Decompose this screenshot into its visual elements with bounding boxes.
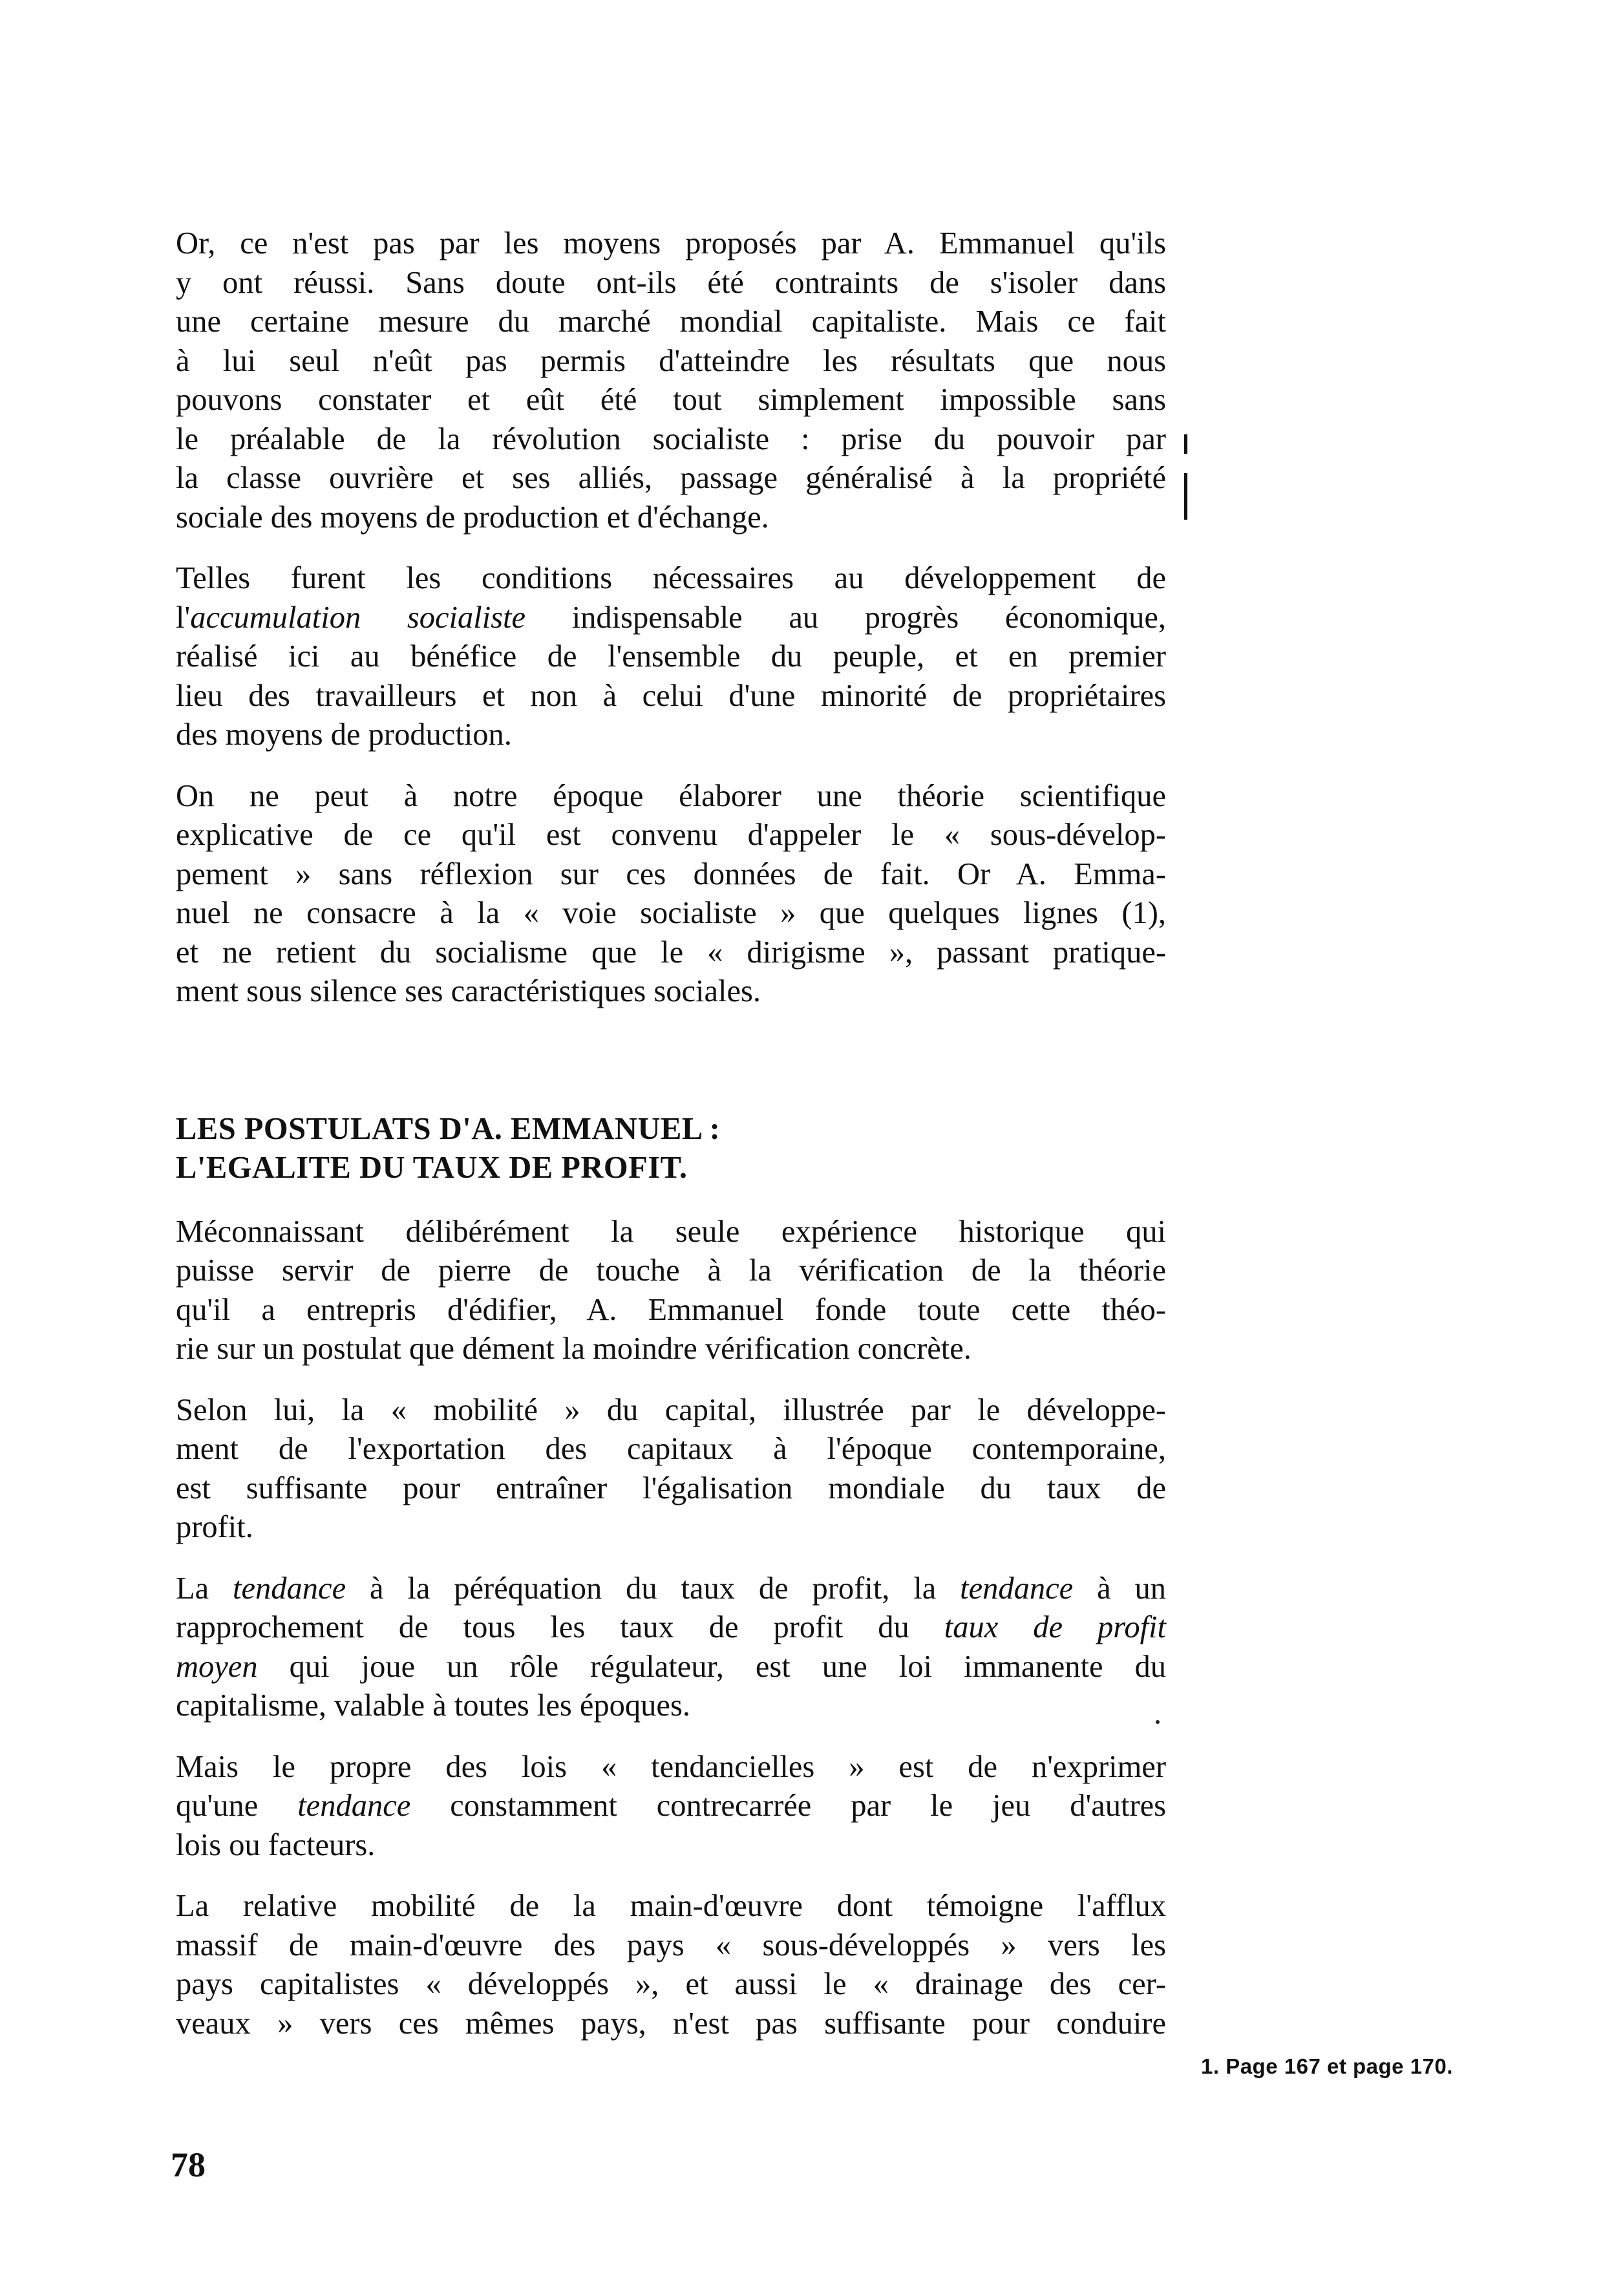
text-line: explicative de ce qu'il est convenu d'appeler le « sous-dévelop- [176,818,1166,852]
paragraph [176,1569,1166,1726]
italic-text: taux de profit [944,1610,1167,1644]
text-line: rie sur un postulat que dément la moindre vérification concrète. [176,1332,971,1366]
text-line: Telles furent les conditions nécessaires au développement de [176,561,1166,595]
text-line: le préalable de la révolution socialiste : prise du pouvoir par [176,421,1166,456]
text-line: massif de main-d'œuvre des pays « sous-développés » vers les [176,1928,1166,1962]
text-line: Mais le propre des lois « tendancielles » est de n'exprimer [176,1749,1166,1784]
text-line: à lui seul n'eût pas permis d'atteindre les résultats que nous [176,343,1166,378]
italic-text: moyen [176,1649,258,1684]
paragraph [176,1391,1166,1547]
text-line-with-italic: l'accumulation socialiste indispensable au progrès économique, [176,600,1166,635]
heading-line: L'EGALITE DU TAUX DE PROFIT. [176,1151,688,1185]
text-line-with-italic: rapprochement de tous les taux de profit du taux de profit [176,1610,1167,1644]
section-heading [176,1110,1166,1188]
italic-text: tendance [233,1571,346,1606]
text-line: nuel ne consacre à la « voie socialiste » que quelques lignes (1), [176,896,1166,930]
text-line: Méconnaissant délibérément la seule expérience historique qui [176,1214,1166,1249]
footnote: 1. Page 167 et page 170. [1201,2054,1453,2078]
margin-bar-mark [1184,473,1187,520]
paragraph [176,1748,1166,1865]
text-line: la classe ouvrière et ses alliés, passage généralisé à la propriété [176,461,1166,495]
italic-text: tendance [960,1571,1074,1606]
text-line: Selon lui, la « mobilité » du capital, illustrée par le développe- [176,1392,1166,1427]
text-line: une certaine mesure du marché mondial capitaliste. Mais ce fait [176,304,1166,339]
text-line: ment sous silence ses caractéristiques sociales. [176,974,761,1008]
text-line: puisse servir de pierre de touche à la vérification de la théorie [176,1253,1166,1288]
text-line: est suffisante pour entraîner l'égalisation mondiale du taux de [176,1471,1166,1505]
text-line: On ne peut à notre époque élaborer une théorie scientifique [176,778,1166,813]
text-line-with-italic: La tendance à la péréquation du taux de profit, la tendance à un [176,1571,1167,1606]
italic-text: tendance [297,1789,411,1823]
text-line: La relative mobilité de la main-d'œuvre dont témoigne l'afflux [176,1889,1166,1923]
text-line: profit. [176,1510,253,1544]
text-line-with-italic: qu'une tendance constamment contrecarrée par le jeu d'autres [176,1789,1166,1823]
text-line: des moyens de production. [176,717,512,752]
paragraph [176,224,1166,537]
text-line: sociale des moyens de production et d'échange. [176,500,769,535]
text-line: Or, ce n'est pas par les moyens proposés par A. Emmanuel qu'ils [176,226,1166,260]
italic-text: accumulation socialiste [190,600,526,635]
paragraph [176,777,1166,1012]
text-line: capitalisme, valable à toutes les époques. [176,1688,690,1723]
text-line: qu'il a entrepris d'édifier, A. Emmanuel fonde toute cette théo- [176,1292,1166,1327]
text-line: lieu des travailleurs et non à celui d'une minorité de propriétaires [176,678,1166,713]
paragraph [176,1887,1166,2043]
ink-dot [1156,1720,1160,1724]
text-line: pouvons constater et eût été tout simplement impossible sans [176,383,1166,417]
text-line: pays capitalistes « développés », et aussi le « drainage des cer- [176,1967,1166,2001]
text-line: pement » sans réflexion sur ces données de fait. Or A. Emma- [176,856,1166,891]
text-line: y ont réussi. Sans doute ont-ils été contraints de s'isoler dans [176,265,1166,300]
body-text [176,224,1166,2043]
text-line: lois ou facteurs. [176,1827,376,1862]
heading-line: LES POSTULATS D'A. EMMANUEL : [176,1111,721,1146]
text-line: ment de l'exportation des capitaux à l'époque contemporaine, [176,1432,1166,1466]
text-line: réalisé ici au bénéfice de l'ensemble du peuple, et en premier [176,639,1166,674]
margin-bar-mark [1184,434,1187,454]
paragraph [176,559,1166,755]
text-line-with-italic: moyen qui joue un rôle régulateur, est une loi immanente du [176,1649,1166,1684]
paragraph [176,1213,1166,1369]
page-number: 78 [171,2145,206,2184]
text-line: et ne retient du socialisme que le « dirigisme », passant pratique- [176,935,1166,970]
text-line: veaux » vers ces mêmes pays, n'est pas suffisante pour conduire [176,2006,1166,2041]
